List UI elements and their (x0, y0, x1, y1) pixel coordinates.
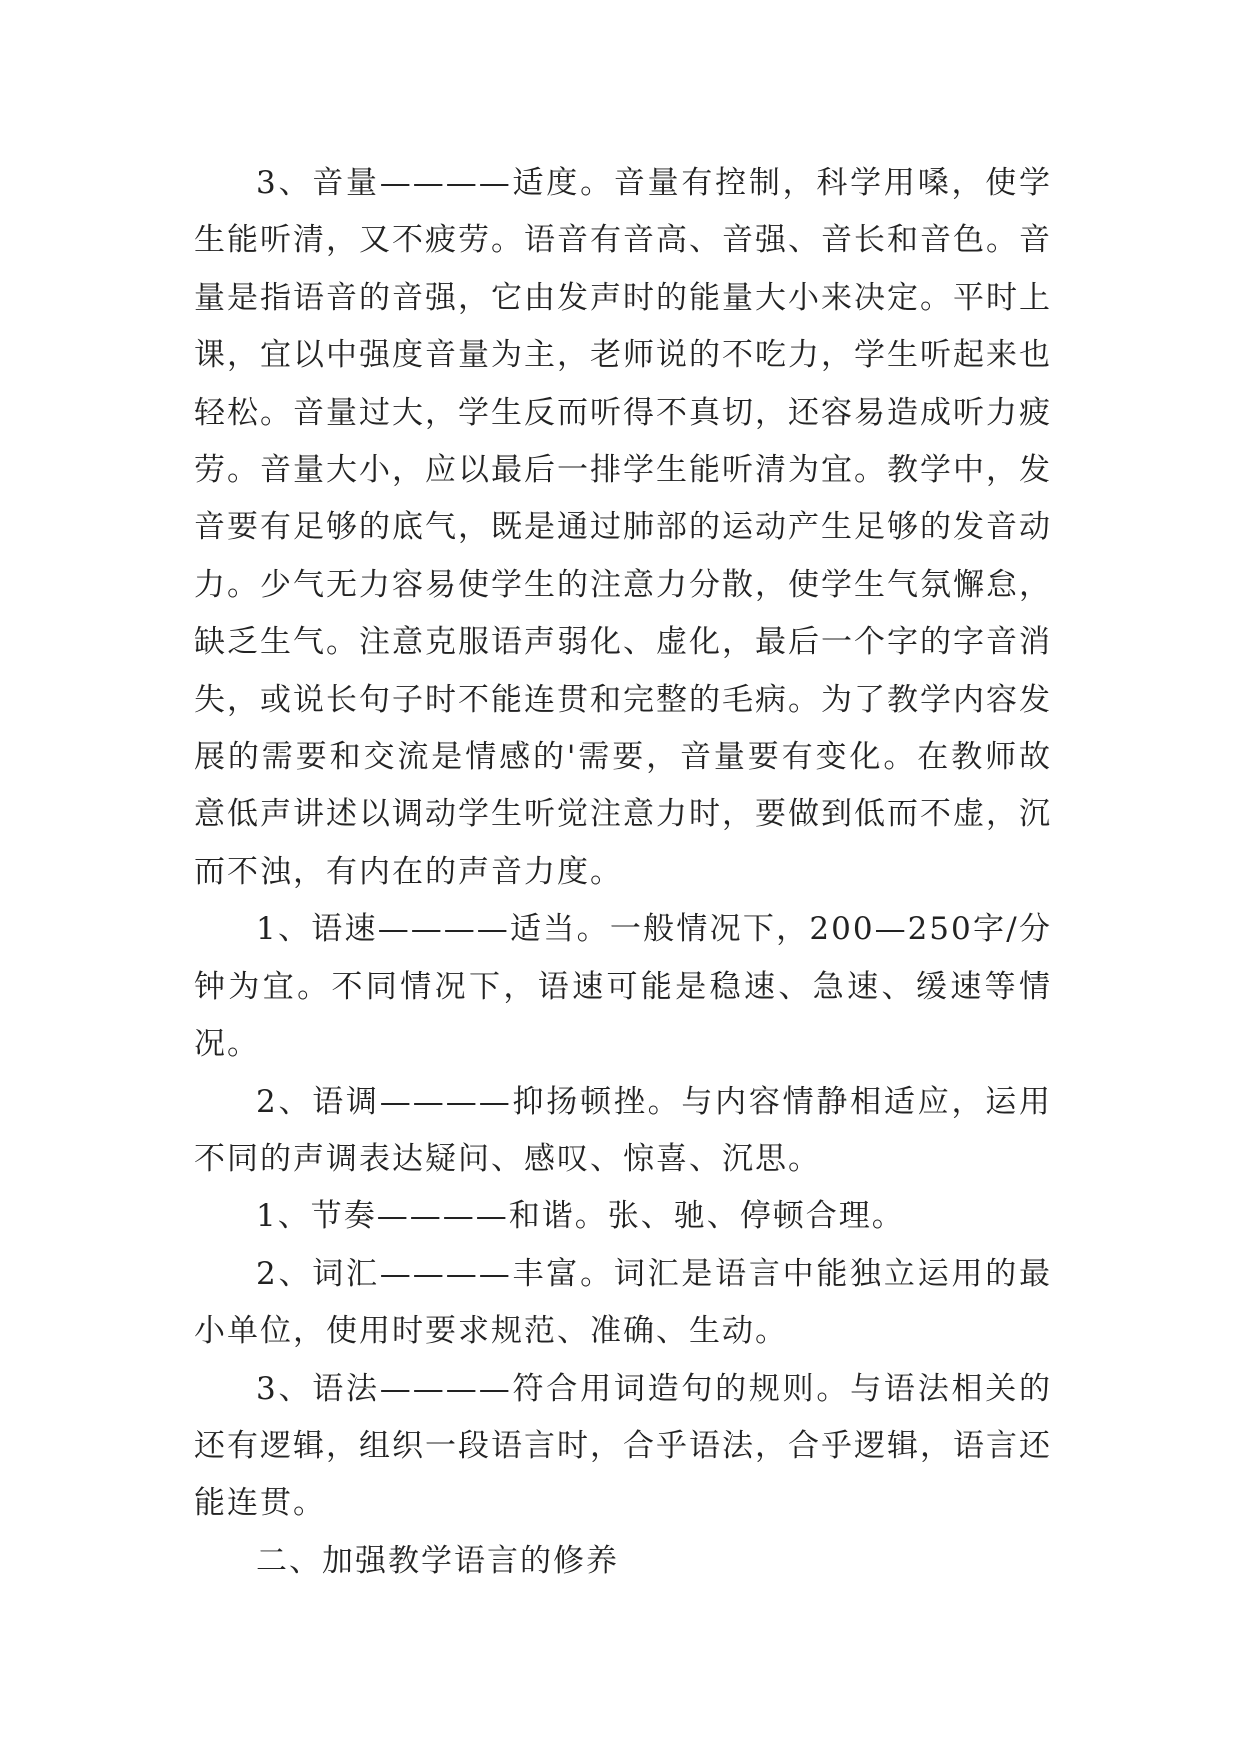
paragraph-speech-rate: 1、语速————适当。一般情况下，200—250字/分钟为宜。不同情况下，语速可能是稳速、急速、缓速等情况。 (194, 911, 1052, 1063)
section-heading: 二、加强教学语言的修养 (256, 1542, 619, 1579)
paragraph-rhythm: 1、节奏————和谐。张、驰、停顿合理。 (256, 1198, 905, 1235)
paragraph-vocabulary: 2、词汇————丰富。词汇是语言中能独立运用的最小单位，使用时要求规范、准确、生动。 (194, 1255, 1052, 1350)
document-body (194, 155, 1052, 1590)
paragraph-volume: 3、音量————适度。音量有控制，科学用嗓，使学生能听清，又不疲劳。语音有音高、音强、音长和音色。音量是指语音的音强，它由发声时的能量大小来决定。平时上课，宜以中强度音量为主，老师说的不吃力，学生听起来也轻松。音量过大，学生反而听得不真切，还容易造成听力疲劳。音量大小，应以最后一排学生能听清为宜。教学中，发音要有足够的底气，既是通过肺部的运动产生足够的发音动力。少气无力容易使学生的注意力分散，使学生气氛懈怠，缺乏生气。注意克服语声弱化、虚化，最后一个字的字音消失，或说长句子时不能连贯和完整的毛病。为了教学内容发展的需要和交流是情感的'需要，音量要有变化。在教师故意低声讲述以调动学生听觉注意力时，要做到低而不虚，沉而不浊，有内在的声音力度。 (194, 165, 1052, 890)
paragraph-grammar: 3、语法————符合用词造句的规则。与语法相关的还有逻辑，组织一段语言时，合乎语法，合乎逻辑，语言还能连贯。 (194, 1370, 1052, 1522)
paragraph-intonation: 2、语调————抑扬顿挫。与内容情静相适应，运用不同的声调表达疑问、感叹、惊喜、沉思。 (194, 1083, 1052, 1177)
